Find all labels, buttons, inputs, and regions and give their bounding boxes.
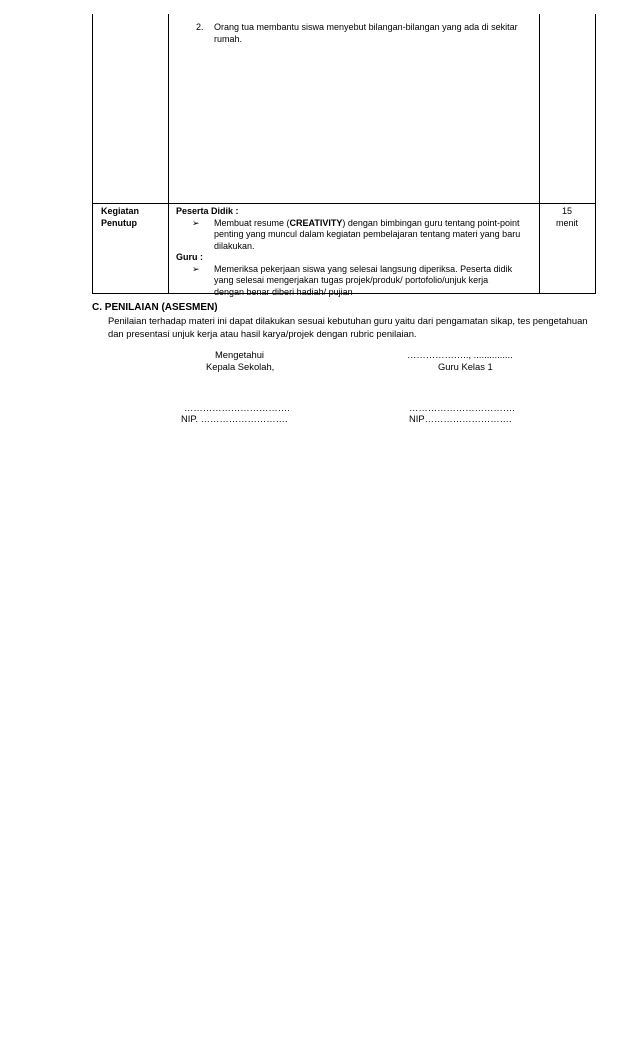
teacher-nip: NIP……………………….: [409, 413, 512, 424]
mengetahui-label: Mengetahui: [215, 349, 264, 360]
activity-label: Penutup: [101, 217, 137, 228]
guru-heading: Guru :: [176, 252, 203, 262]
lesson-activity-table: [92, 14, 596, 297]
creativity-keyword: CREATIVITY: [289, 217, 343, 228]
duration-unit: menit: [555, 217, 578, 228]
duration-value: 15: [561, 206, 572, 216]
resume-text: [214, 218, 520, 230]
guru-task-text: Memeriksa pekerjaan siswa yang selesai langsung diperiksa. Peserta didik: [214, 263, 513, 274]
table-column-divider: [168, 14, 169, 293]
activity-label: Kegiatan: [101, 206, 140, 216]
table-row-divider: [93, 203, 595, 204]
resume-text-part: ) dengan bimbingan guru tentang point-point: [342, 217, 520, 228]
resume-text: dilakukan.: [214, 240, 255, 251]
guru-task-text: dengan benar diberi hadiah/ pujian: [214, 286, 353, 297]
table-column-divider: [539, 14, 540, 293]
principal-name-placeholder: …………………………….: [184, 402, 290, 413]
kepala-sekolah-label: Kepala Sekolah,: [206, 361, 275, 372]
arrow-bullet-icon: ➢: [192, 263, 200, 274]
resume-text: penting yang muncul dalam kegiatan pembelajaran tentang materi yang baru: [214, 229, 521, 239]
resume-text-part: Membuat resume (: [214, 217, 290, 228]
place-date-placeholder: ……………….., ...............: [407, 349, 513, 360]
assessment-paragraph: Penilaian terhadap materi ini dapat dilakukan sesuai kebutuhan guru yaitu dari pengamatan sikap, tes pengetahuan: [108, 315, 588, 326]
list-item-text: Orang tua membantu siswa menyebut bilangan-bilangan yang ada di sekitar: [214, 22, 518, 32]
arrow-bullet-icon: ➢: [192, 217, 200, 228]
section-c-title: C. PENILAIAN (ASESMEN): [92, 302, 218, 313]
guru-kelas-label: Guru Kelas 1: [438, 361, 493, 372]
peserta-didik-heading: Peserta Didik :: [176, 206, 239, 216]
principal-nip: NIP. ……………………….: [181, 413, 288, 424]
teacher-name-placeholder: …………………………….: [409, 402, 515, 413]
guru-task-text: yang selesai mengerjakan tugas projek/produk/ portofolio/unjuk kerja: [214, 275, 489, 285]
list-number: 2.: [196, 22, 204, 32]
list-item-text: rumah.: [214, 33, 243, 44]
assessment-paragraph: dan presentasi unjuk kerja atau hasil karya/projek dengan rubric penilaian.: [108, 328, 417, 339]
